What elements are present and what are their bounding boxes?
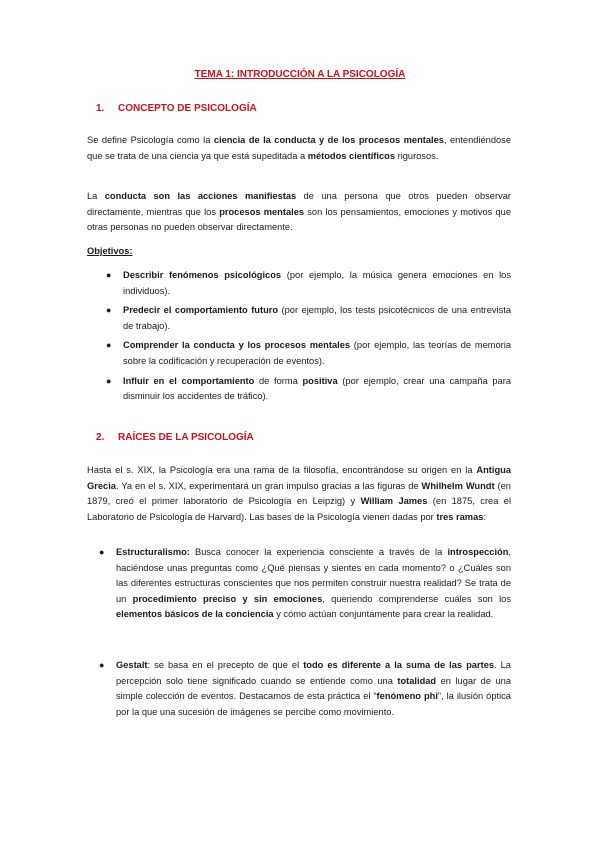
objectives-label: Objetivos: bbox=[87, 246, 133, 256]
list-item bbox=[106, 338, 512, 369]
bullet-icon: ● bbox=[106, 305, 112, 316]
list-item bbox=[106, 268, 511, 299]
text-run: : bbox=[483, 511, 487, 522]
text-run: (por ejemplo, los tests psicotécnicos de una entrevista de trabajo). bbox=[123, 305, 511, 331]
objective-text bbox=[123, 270, 511, 296]
objectives-list bbox=[106, 268, 512, 409]
list-item bbox=[99, 658, 511, 720]
text-run: y cómo actúan conjuntamente para crear la realidad. bbox=[273, 609, 494, 620]
bold-text: totalidad bbox=[397, 675, 437, 686]
bold-text: métodos científicos bbox=[307, 150, 396, 161]
branch-text bbox=[116, 547, 511, 619]
list-item bbox=[99, 545, 511, 623]
bold-text: William James bbox=[360, 496, 428, 507]
list-item bbox=[106, 303, 511, 334]
text-run: , queriendo comprenderse cuáles son los bbox=[322, 593, 511, 604]
section-2-title: RAÍCES DE LA PSICOLOGÍA bbox=[118, 432, 254, 443]
bold-text: conducta son las acciones manifiestas bbox=[104, 191, 297, 201]
text-run: , entendiéndose que se trata de una ciencia ya que está supeditada a bbox=[87, 135, 511, 161]
text-run: Busca conocer la experiencia consciente a través de la bbox=[189, 547, 448, 557]
branches-list-continued bbox=[99, 658, 511, 720]
bold-text: Predecir el comportamiento futuro bbox=[123, 305, 279, 316]
list-item bbox=[106, 374, 511, 405]
bold-text: procesos mentales bbox=[219, 206, 305, 217]
text-run: de una persona que otros pueden observar directamente, mientras que los bbox=[87, 191, 511, 217]
bold-text: procedimiento preciso y sin emociones bbox=[132, 593, 323, 604]
text-run: (por ejemplo, crear una campaña para disminuir los accidentes de tráfico). bbox=[123, 375, 511, 402]
bullet-icon: ● bbox=[106, 270, 112, 280]
conduct-paragraph bbox=[87, 189, 511, 236]
bold-text: todo es diferente a la suma de las partes bbox=[303, 660, 495, 670]
bullet-icon: ● bbox=[106, 375, 112, 386]
bold-text: positiva bbox=[302, 375, 338, 386]
text-run: ”, la ilusión óptica por la que una sucesión de imágenes se percibe como movimiento. bbox=[116, 691, 511, 717]
bold-text: Describir fenómenos psicológicos bbox=[123, 270, 282, 280]
bold-text: elementos básicos de la conciencia bbox=[116, 609, 274, 620]
text-run: Hasta el s. XIX, la Psicología era una rama de la filosofía, encontrándose su origen en la bbox=[87, 465, 477, 475]
section-2-heading bbox=[96, 432, 254, 443]
bold-text: ciencia de la conducta y de los procesos mentales bbox=[213, 135, 444, 145]
text-run: , haciéndose unas preguntas como ¿Qué piensas y sientes en cada momento? o ¿Cuáles son las diferentes estructuras conscientes que nos permiten construir nuestra realidad? Se trata de un bbox=[116, 547, 511, 604]
bullet-icon: ● bbox=[106, 340, 112, 351]
section-2-number: 2. bbox=[96, 432, 105, 443]
bold-text: introspección bbox=[447, 547, 509, 557]
text-run: . Ya en el s. XIX, experimentará un gran impulso gracias a las figuras de bbox=[115, 480, 422, 491]
bold-text: Estructuralismo: bbox=[116, 547, 190, 557]
text-run: La bbox=[87, 191, 105, 201]
bullet-icon: ● bbox=[99, 547, 105, 557]
text-run: rigurosos. bbox=[395, 150, 439, 161]
objective-text bbox=[123, 376, 511, 402]
bold-text: Gestalt bbox=[116, 660, 148, 670]
text-run: de forma bbox=[254, 375, 303, 386]
bold-text: Comprender la conducta y los procesos mentales bbox=[123, 340, 351, 351]
bullet-icon: ● bbox=[99, 660, 105, 670]
bold-text: tres ramas bbox=[436, 511, 484, 522]
text-run: . La percepción solo tiene significado cuando se entiende como una bbox=[116, 660, 511, 686]
objective-text bbox=[123, 340, 511, 366]
roots-paragraph bbox=[87, 463, 511, 525]
definition-paragraph bbox=[87, 133, 511, 164]
branch-text bbox=[116, 660, 511, 717]
bold-text: fenómeno phi bbox=[376, 691, 438, 702]
text-run: (en 1879, creó el primer laboratorio de Psicología en Leipzig) y bbox=[87, 480, 511, 507]
text-run: (por ejemplo, la música genera emociones en los individuos). bbox=[123, 270, 511, 296]
section-1-number: 1. bbox=[96, 103, 105, 114]
branches-list bbox=[99, 545, 511, 623]
bold-text: Whilhelm Wundt bbox=[421, 480, 495, 491]
section-1-heading bbox=[96, 103, 257, 114]
bold-text: Antigua Grecia bbox=[87, 465, 511, 491]
text-run: (en 1875, crea el Laboratorio de Psicología de Harvard). Las bases de la Psicología vienen dadas por bbox=[87, 496, 512, 522]
objective-text bbox=[123, 305, 511, 331]
section-1-title: CONCEPTO DE PSICOLOGÍA bbox=[118, 103, 257, 114]
text-run: en lugar de una simple colección de eventos. Destacamos de esta práctica el “ bbox=[116, 675, 511, 702]
text-run: : se basa en el precepto de que el bbox=[147, 660, 304, 670]
text-run: (por ejemplo, las teorías de memoria sobre la codificación y recuperación de eventos). bbox=[123, 340, 512, 366]
text-run: son los pensamientos, emociones y motivos que otras personas no pueden observar directamente. bbox=[87, 206, 511, 233]
page-title: TEMA 1: INTRODUCCIÓN A LA PSICOLOGÍA bbox=[194, 69, 406, 80]
text-run: Se define Psicología como la bbox=[87, 135, 214, 145]
bold-text: Influir en el comportamiento bbox=[123, 375, 255, 386]
